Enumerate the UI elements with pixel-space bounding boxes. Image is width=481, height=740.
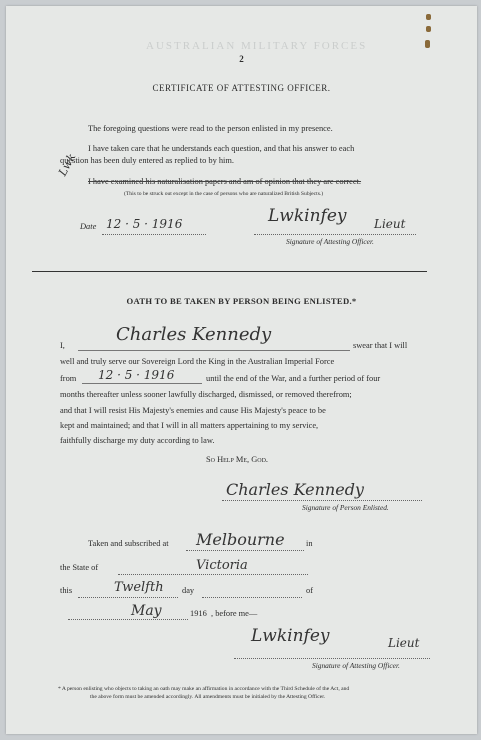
- certificate-para2-line1: I have taken care that he understands each question, and that his answer to each: [88, 144, 355, 153]
- state-value: Victoria: [196, 558, 248, 573]
- officer-signature-1: Lwkinfey: [268, 206, 347, 226]
- month-line: [68, 619, 188, 620]
- oath-i-label: I,: [60, 341, 65, 350]
- person-sig-line: [222, 500, 422, 501]
- state-line: [118, 574, 308, 575]
- binder-mark: [425, 40, 430, 48]
- oath-closing: So Help Me, God.: [206, 455, 269, 464]
- of-label: of: [306, 586, 313, 595]
- oath-from-label: from: [60, 374, 77, 383]
- place-line: [186, 550, 304, 551]
- oath-title: OATH TO BE TAKEN BY PERSON BEING ENLISTED.*: [126, 296, 357, 306]
- day-line: [78, 597, 178, 598]
- officer-sig-line-2: [234, 658, 430, 659]
- oath-swear: swear that I will: [353, 341, 408, 350]
- day-value: Twelfth: [114, 580, 164, 595]
- before-me: , before me—: [211, 609, 258, 618]
- this-label: this: [60, 586, 73, 595]
- enlistee-name: Charles Kennedy: [116, 324, 272, 345]
- person-signature-label: Signature of Person Enlisted.: [302, 503, 389, 512]
- binder-mark: [426, 26, 431, 32]
- officer-signature-2: Lwkinfey: [251, 626, 330, 646]
- officer-label-1: Signature of Attesting Officer.: [286, 237, 374, 246]
- oath-line5: and that I will resist His Majesty's enemies and cause His Majesty's peace to be: [60, 406, 326, 415]
- attestation-page: [6, 6, 477, 734]
- footnote-line2: the above form must be amended accordingly. All amendments must be initialed by the Attesting Officer.: [90, 694, 326, 700]
- page-number: 2: [239, 54, 244, 64]
- struck-naturalisation-line: I have examined his naturalisation papers and am of opinion that they are correct.: [88, 177, 362, 186]
- person-signature: Charles Kennedy: [226, 480, 364, 499]
- name-line: [78, 350, 350, 351]
- officer-rank-2: Lieut: [388, 636, 420, 650]
- oath-line7: faithfully discharge my duty according to law.: [60, 436, 215, 445]
- in-label: in: [306, 539, 313, 548]
- section-divider: [32, 271, 427, 272]
- footnote-line1: * A person enlisting who objects to taking an oath may make an affirmation in accordance with the Third Schedule of the Act, and: [58, 686, 350, 692]
- day-label: day: [182, 586, 195, 595]
- binder-mark: [426, 14, 431, 20]
- month-value: May: [131, 603, 162, 619]
- certificate-para1: The foregoing questions were read to the person enlisted in my presence.: [88, 124, 333, 133]
- strike-note: (This to be struck out except in the case of persons who are naturalized British Subjects.): [124, 191, 324, 197]
- date-value: 12 · 5 · 1916: [106, 217, 183, 231]
- ghost-header: AUSTRALIAN MILITARY FORCES: [146, 40, 368, 52]
- date-dotted-line: [102, 234, 206, 235]
- state-label: the State of: [60, 563, 99, 572]
- date-label: Date: [80, 222, 97, 231]
- taken-label: Taken and subscribed at: [88, 539, 169, 548]
- of-line: [202, 597, 302, 598]
- from-date-line: [82, 383, 202, 384]
- certificate-para2-line2: question has been duly entered as replied to by him.: [60, 156, 234, 165]
- oath-line6: kept and maintained; and that I will in all matters appertaining to my service,: [60, 421, 319, 430]
- margin-initials: Lwk: [56, 151, 79, 179]
- officer-sig-line-1: [254, 234, 416, 235]
- oath-from-date: 12 · 5 · 1916: [98, 368, 175, 382]
- officer-rank-1: Lieut: [374, 217, 406, 231]
- oath-line4: months thereafter unless sooner lawfully discharged, dismissed, or removed therefrom;: [60, 390, 352, 399]
- officer-label-2: Signature of Attesting Officer.: [312, 661, 400, 670]
- oath-line3-rest: until the end of the War, and a further period of four: [206, 374, 381, 383]
- place-value: Melbourne: [196, 530, 285, 549]
- oath-line2: well and truly serve our Sovereign Lord the King in the Australian Imperial Force: [60, 357, 335, 366]
- certificate-title: CERTIFICATE OF ATTESTING OFFICER.: [152, 83, 331, 93]
- year-value: 1916: [190, 609, 207, 618]
